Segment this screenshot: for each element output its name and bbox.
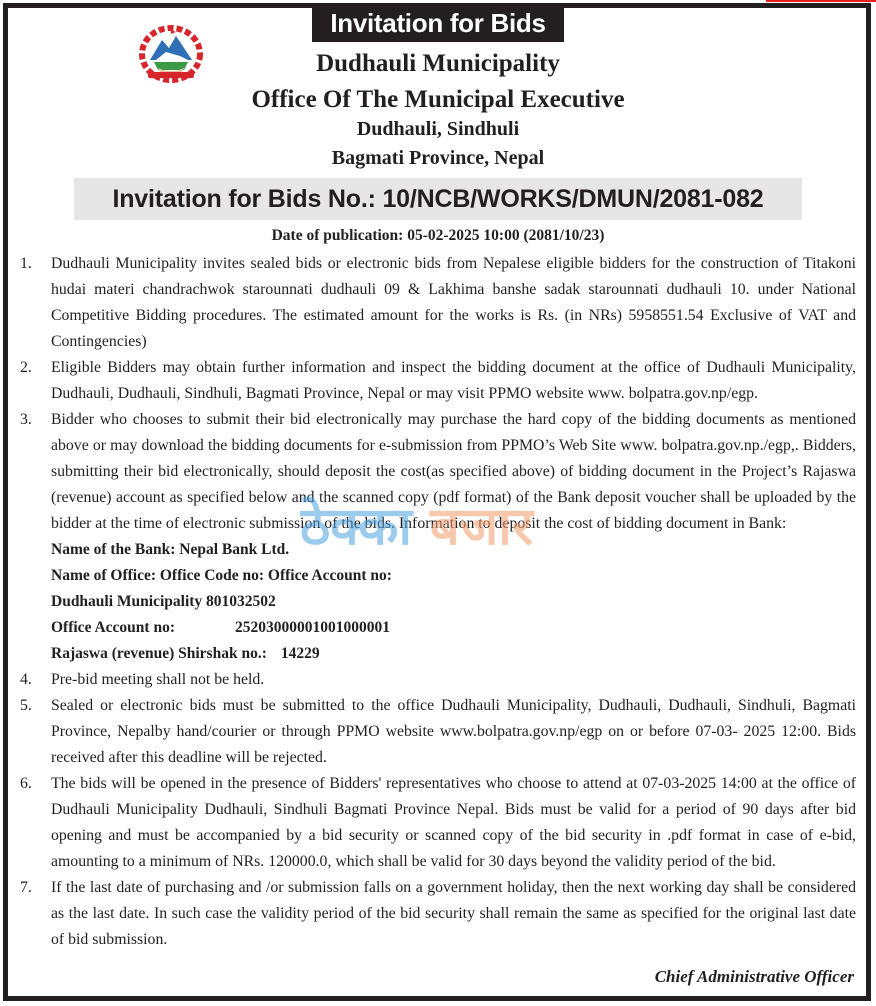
item-number: 5. — [20, 697, 32, 714]
item-text: If the last date of purchasing and /or submission falls on a government holiday, then the next working day shall be considered as the last date. In such case the validity period of the bid security shall remain the same as specified for the original last date of bid submission. — [51, 879, 856, 948]
publication-date: Date of publication: 05-02-2025 10:00 (2081/10/23) — [271, 227, 605, 244]
item-text: Eligible Bidders may obtain further information and inspect the bidding document at the office of Dudhauli Municipality, Dudhauli, Dudhauli, Sindhuli, Bagmati Province, Nepal or may visit PPMO website www. bolpatra.gov.np/egp. — [51, 359, 856, 402]
watermark-left-text: ठेक्का — [300, 497, 412, 557]
item-text: The bids will be opened in the presence of Bidders' representatives who choose to attend at 07-03-2025 14:00 at the office of Dudhauli Municipality Dudhauli, Sindhuli Bagmati Province Nepal. Bids must be valid for a period of 90 days after bid opening and must be accompanied by a bid security or scanned copy of the bid security in .pdf format in case of e-bid, amounting to a minimum of NRs. 120000.0, which shall be valid for 30 days beyond the validity period of the bid. — [51, 775, 856, 870]
province: Bagmati Province, Nepal — [331, 147, 545, 169]
list-item — [20, 355, 856, 407]
item-text: Dudhauli Municipality invites sealed bids or electronic bids from Nepalese eligible bidders for the construction of Titakoni hudai materi chandrachwok starounnati dudhauli 09 & Lakhima banshe sadak starounnati dudhauli 10. under National Competitive Bidding procedures. The estimated amount for the works is Rs. (in NRs) 5958551.54 Exclusive of VAT and Contingencies) — [51, 255, 856, 350]
list-item — [20, 407, 856, 537]
list-item — [20, 693, 856, 771]
list-item — [20, 667, 856, 693]
office-name: Office Of The Municipal Executive — [251, 86, 625, 113]
bank-name: Name of the Bank: Nepal Bank Ltd. — [51, 541, 290, 558]
bank-details — [20, 537, 856, 667]
shirshak-line — [51, 641, 856, 667]
office-header: Name of Office: Office Code no: Office Account no: — [51, 567, 392, 584]
location: Dudhauli, Sindhuli — [356, 118, 520, 140]
list-item — [20, 771, 856, 875]
item-number: 2. — [20, 359, 32, 376]
account-line — [51, 615, 856, 641]
shirshak-value: 14229 — [280, 645, 320, 662]
notice-body — [20, 251, 856, 953]
item-number: 6. — [20, 775, 32, 792]
list-item — [20, 875, 856, 953]
signature: Chief Administrative Officer — [654, 967, 854, 986]
item-text: Pre-bid meeting shall not be held. — [51, 671, 265, 688]
list-item — [20, 251, 856, 355]
account-label: Office Account no: — [51, 619, 175, 636]
top-red-strip — [766, 0, 876, 2]
item-text: Sealed or electronic bids must be submitted to the office Dudhauli Municipality, Dudhauli, Dudhauli, Sindhuli, Bagmati Province, Nepalby hand/courier or through PPMO website www.bolpatra.gov.np/egp on or before 07-03- 2025 12:00. Bids received after this deadline will be rejected. — [51, 697, 856, 766]
item-number: 7. — [20, 879, 32, 896]
item-text: Bidder who chooses to submit their bid electronically may purchase the hard copy of the bidding documents as mentioned above or may download the bidding documents for e-submission from PPMO’s Web Site www. bolpatra.gov.np./egp,. Bidders, submitting their bid electronically, should deposit the cost(as specified above) of bidding document in the Project’s Rajaswa (revenue) account as specified below and the scanned copy (pdf format) of the Bank deposit voucher shall be uploaded by the bidder at the time of electronic submission of the bids. Information to deposit the cost of bidding document in Bank: — [51, 411, 856, 532]
office-code-line: Dudhauli Municipality 801032502 — [51, 593, 276, 610]
item-number: 1. — [20, 255, 32, 272]
item-number: 4. — [20, 671, 32, 688]
banner-title: Invitation for Bids — [312, 5, 564, 42]
ifb-number: Invitation for Bids No.: 10/NCB/WORKS/DMUN/2081-082 — [74, 178, 802, 220]
org-name: Dudhauli Municipality — [316, 50, 560, 77]
account-value: 25203000001001000001 — [234, 619, 390, 636]
item-number: 3. — [20, 411, 32, 428]
shirshak-label: Rajaswa (revenue) Shirshak no.: — [51, 645, 267, 662]
watermark-right-text: बजार — [430, 497, 534, 557]
